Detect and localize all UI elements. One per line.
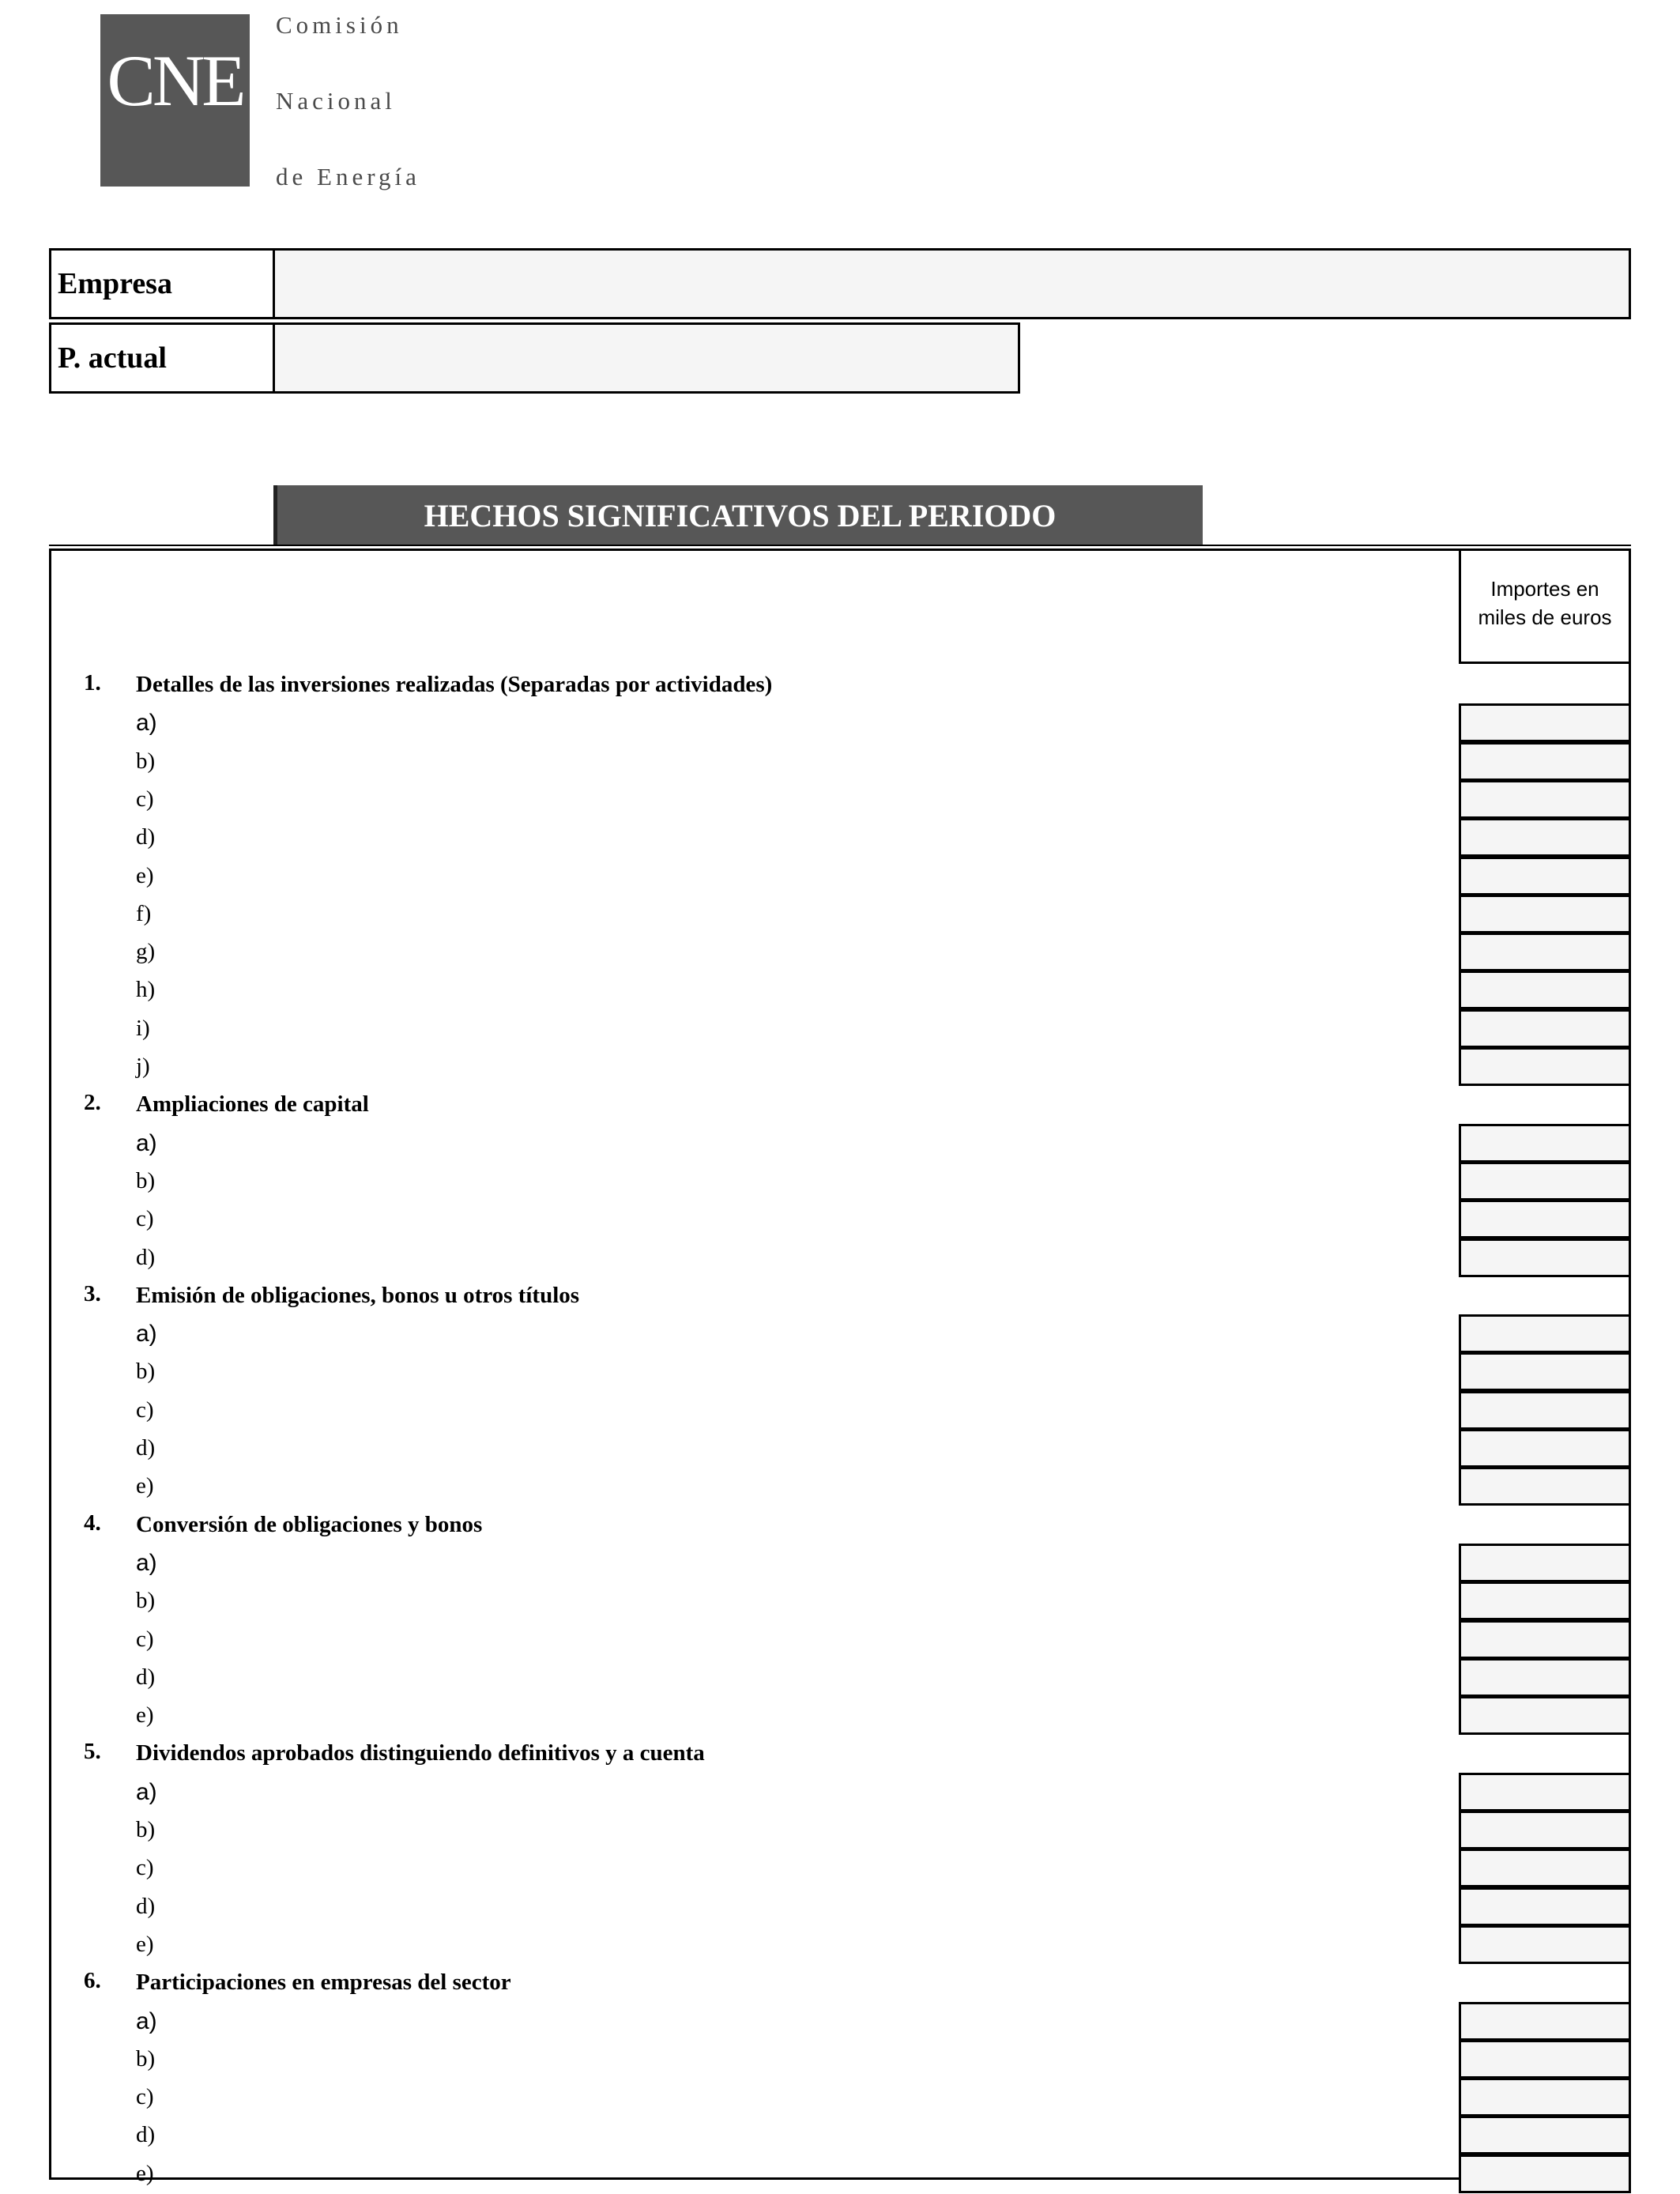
form-title: HECHOS SIGNIFICATIVOS DEL PERIODO [273,485,1203,545]
amount-field[interactable] [1459,703,1631,742]
amount-field[interactable] [1459,1581,1631,1620]
item-label: c) [136,1397,154,1423]
amount-field[interactable] [1459,1047,1631,1086]
periodo-field[interactable] [273,322,1020,394]
item-label: d) [136,824,156,850]
item-label: c) [136,1626,154,1652]
section-title: Dividendos aprobados distinguiendo definitivos y a cuenta [136,1740,705,1766]
section-title: Participaciones en empresas del sector [136,1970,511,1996]
item-label: c) [136,786,154,812]
amount-field[interactable] [1459,933,1631,971]
amount-field[interactable] [1459,1391,1631,1430]
title-rule [49,545,1631,546]
amount-field[interactable] [1459,1544,1631,1582]
amount-field[interactable] [1459,1620,1631,1659]
amount-field[interactable] [1459,895,1631,933]
item-label: j) [136,1054,150,1079]
item-label: a) [136,1321,157,1348]
item-label: b) [136,2045,156,2071]
section-number: 2. [84,1090,101,1116]
item-label: b) [136,1588,156,1614]
item-label: e) [136,2160,154,2186]
amount-field[interactable] [1459,1162,1631,1201]
section-number: 5. [84,1739,101,1765]
item-label: h) [136,977,156,1003]
amount-field[interactable] [1459,1773,1631,1811]
amount-field[interactable] [1459,1467,1631,1506]
amount-field[interactable] [1459,1238,1631,1277]
item-label: d) [136,1435,156,1461]
amount-field[interactable] [1459,2154,1631,2193]
amount-column-header [1459,548,1631,664]
cne-logo [100,14,250,187]
form-frame [49,548,1631,2180]
logo-abbreviation: CNE [107,40,243,121]
amount-field[interactable] [1459,1696,1631,1735]
amount-field[interactable] [1459,1811,1631,1849]
amount-field[interactable] [1459,1124,1631,1163]
item-label: e) [136,862,154,888]
amount-field[interactable] [1459,1429,1631,1468]
section-title: Detalles de las inversiones realizadas (Separadas por actividades) [136,672,773,697]
item-label: a) [136,710,157,737]
item-label: f) [136,900,152,926]
logo-text-line-1: Comisión [276,11,403,39]
item-label: d) [136,2122,156,2148]
item-label: a) [136,1549,157,1576]
amount-field[interactable] [1459,1849,1631,1887]
amount-field[interactable] [1459,742,1631,781]
amount-field[interactable] [1459,2078,1631,2117]
item-label: e) [136,1473,154,1499]
item-label: d) [136,1664,156,1690]
item-label: d) [136,1893,156,1919]
empresa-label: Empresa [49,248,275,319]
logo-text-line-3: de Energía [276,163,420,190]
section-title: Ampliaciones de capital [136,1091,369,1118]
section-number: 3. [84,1280,101,1306]
amount-field[interactable] [1459,2002,1631,2041]
amount-field[interactable] [1459,2040,1631,2079]
logo-text-line-2: Nacional [276,87,396,115]
section-title: Emisión de obligaciones, bonos u otros títulos [136,1282,580,1308]
amount-field[interactable] [1459,1314,1631,1353]
item-label: c) [136,1855,154,1881]
item-label: b) [136,748,156,774]
amount-header-line-2: miles de euros [1478,605,1612,629]
item-label: g) [136,939,156,965]
amount-field[interactable] [1459,1887,1631,1926]
item-label: c) [136,1206,154,1232]
amount-field[interactable] [1459,971,1631,1009]
item-label: e) [136,1702,154,1728]
amount-field[interactable] [1459,1009,1631,1048]
item-label: i) [136,1015,150,1041]
item-label: a) [136,1778,157,1805]
item-label: a) [136,2007,157,2034]
section-title: Conversión de obligaciones y bonos [136,1511,483,1537]
amount-field[interactable] [1459,780,1631,819]
amount-field[interactable] [1459,1352,1631,1391]
amount-field[interactable] [1459,1200,1631,1238]
section-number: 6. [84,1968,101,1994]
item-label: b) [136,1817,156,1842]
section-number: 4. [84,1510,101,1536]
empresa-field[interactable] [273,248,1631,319]
section-number: 1. [84,670,101,696]
periodo-label: P. actual [49,322,275,394]
amount-field[interactable] [1459,1658,1631,1697]
amount-field[interactable] [1459,2116,1631,2154]
item-label: d) [136,1244,156,1270]
amount-field[interactable] [1459,818,1631,857]
amount-header-line-1: Importes en [1490,577,1599,601]
amount-field[interactable] [1459,1925,1631,1964]
item-label: c) [136,2084,154,2110]
item-label: e) [136,1931,154,1957]
item-label: b) [136,1359,156,1385]
amount-field[interactable] [1459,857,1631,895]
item-label: a) [136,1129,157,1156]
item-label: b) [136,1167,156,1193]
